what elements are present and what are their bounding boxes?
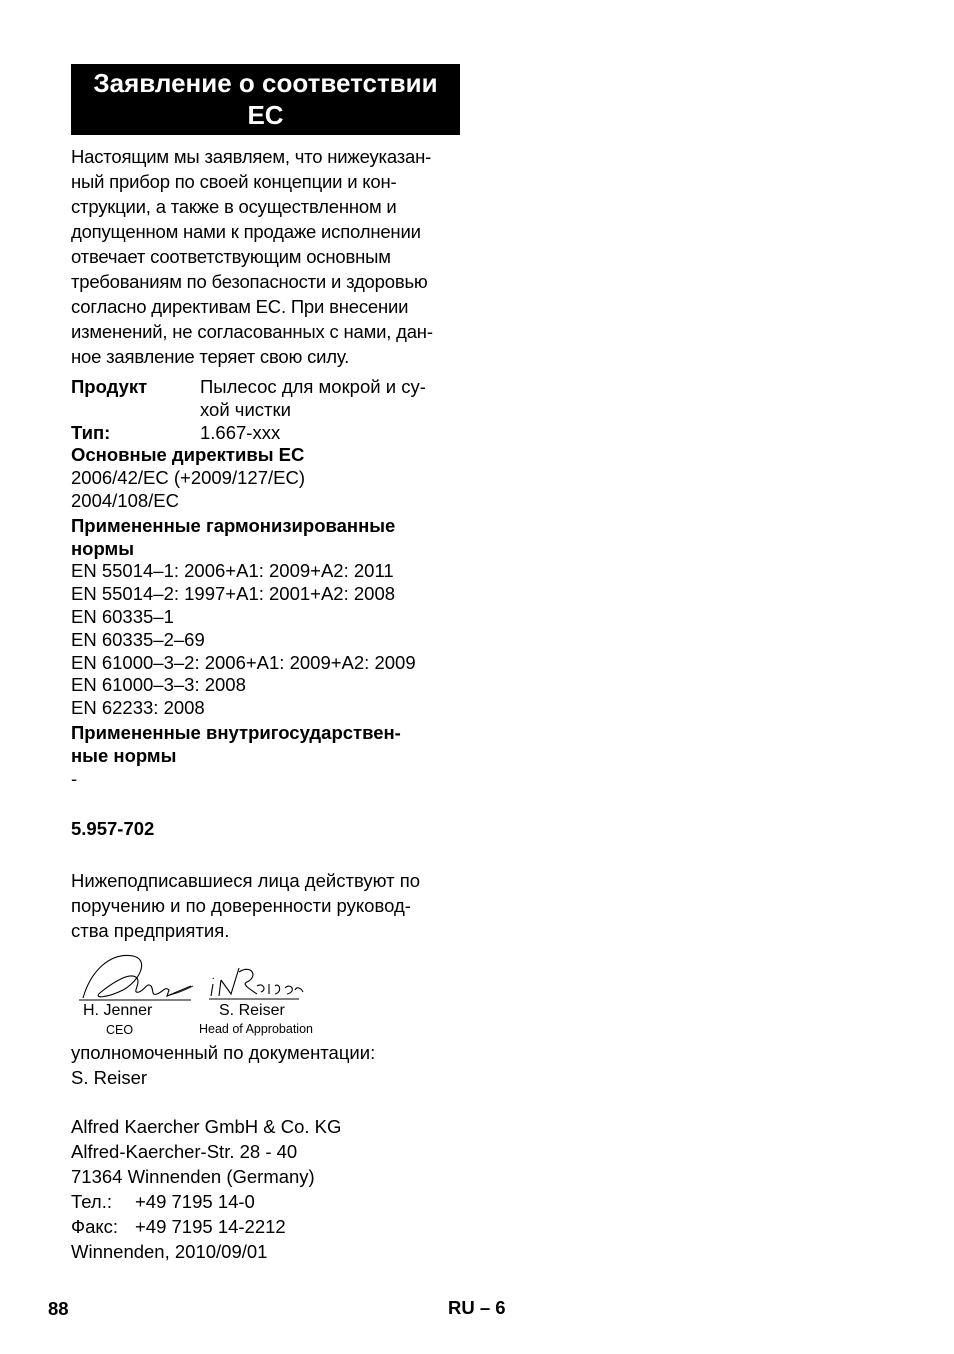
product-value-line: хой чистки	[200, 398, 291, 420]
phone-row	[71, 1189, 460, 1214]
product-value	[200, 376, 460, 422]
standard-item: EN 60335–1	[71, 605, 174, 627]
standard-item: EN 55014–2: 1997+A1: 2001+A2: 2008	[71, 583, 396, 605]
signatory-role: CEO	[106, 1023, 134, 1037]
standard-item: EN 62233: 2008	[71, 697, 205, 719]
place-date: Winnenden, 2010/09/01	[71, 1241, 268, 1262]
fax-value: +49 7195 14-2212	[135, 1216, 286, 1237]
title-line-1: Заявление о соответствии	[93, 68, 438, 98]
directive-item: 2006/42/EC (+2009/127/EC)	[71, 467, 305, 489]
harmonized-heading: нормы	[71, 537, 135, 559]
national-value: -	[71, 767, 78, 789]
signatory-name: S. Reiser	[219, 1002, 285, 1019]
intro-line: отвечает соответствующим основным	[71, 246, 391, 267]
standard-item: EN 60335–2–69	[71, 628, 205, 650]
national-heading: ные нормы	[71, 744, 177, 766]
fax-row	[71, 1214, 460, 1239]
signature-area	[71, 950, 371, 1045]
intro-line: Настоящим мы заявляем, что нижеуказан-	[71, 146, 432, 167]
authorized-label: уполномоченный по документации:	[71, 1042, 376, 1063]
harmonized-heading: Примененные гармонизированные	[71, 514, 396, 536]
product-label: Продукт	[71, 376, 148, 397]
intro-line: ный прибор по своей концепции и кон-	[71, 171, 397, 192]
page-number: 88	[48, 1298, 69, 1319]
address-block	[71, 1114, 460, 1264]
intro-line: допущенном нами к продаже исполнении	[71, 221, 421, 242]
page-title	[71, 64, 460, 135]
national-heading: Примененные внутригосударствен-	[71, 721, 401, 743]
product-row	[71, 376, 460, 422]
standard-item: EN 55014–1: 2006+A1: 2009+A2: 2011	[71, 560, 394, 582]
city: 71364 Winnenden (Germany)	[71, 1166, 315, 1187]
specification-block	[71, 376, 460, 790]
signatories-line: поручению и по доверенности руковод-	[71, 895, 411, 916]
phone-label: Тел.:	[71, 1191, 113, 1212]
signatories-paragraph	[71, 868, 460, 943]
fax-label: Факс:	[71, 1216, 119, 1237]
directives-heading: Основные директивы ЕС	[71, 444, 305, 466]
intro-line: согласно директивам ЕС. При внесении	[71, 296, 409, 317]
directive-item: 2004/108/EC	[71, 489, 180, 511]
intro-line: ное заявление теряет свою силу.	[71, 346, 350, 367]
intro-paragraph	[71, 144, 460, 369]
signatories-line: ства предприятия.	[71, 920, 230, 941]
standard-item: EN 61000–3–3: 2008	[71, 674, 246, 696]
title-line-2: ЕС	[247, 100, 284, 130]
authorized-name: S. Reiser	[71, 1067, 148, 1088]
intro-line: струкции, а также в осуществленном и	[71, 196, 397, 217]
intro-line: изменений, не согласованных с нами, дан-	[71, 321, 433, 342]
company-name: Alfred Kaercher GmbH & Co. KG	[71, 1116, 342, 1137]
intro-line: требованиям по безопасности и здоровью	[71, 271, 428, 292]
document-code: 5.957-702	[71, 818, 155, 839]
phone-value: +49 7195 14-0	[135, 1191, 255, 1212]
signatory-role: Head of Approbation	[199, 1022, 313, 1036]
street: Alfred-Kaercher-Str. 28 - 40	[71, 1141, 298, 1162]
authorized-block	[71, 1040, 460, 1090]
signatories-line: Нижеподписавшиеся лица действуют по	[71, 870, 420, 891]
product-value-line: Пылесос для мокрой и су-	[200, 376, 426, 397]
type-row	[71, 422, 460, 445]
standard-item: EN 61000–3–2: 2006+A1: 2009+A2: 2009	[71, 651, 416, 673]
signatory-name: H. Jenner	[83, 1002, 153, 1019]
type-value: 1.667-xxx	[200, 421, 281, 443]
type-label: Тип:	[71, 421, 111, 443]
page-language-label: RU – 6	[448, 1297, 506, 1318]
